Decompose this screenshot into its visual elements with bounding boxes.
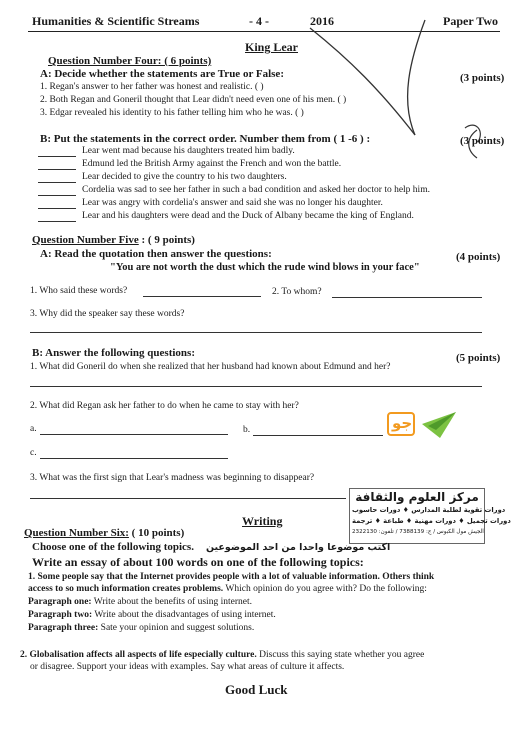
answer-line-q5a-1[interactable]: [143, 296, 261, 297]
q4b-item-1: Lear went mad because his daughters treated him badly.: [82, 146, 295, 156]
q4b-item-3: Lear decided to give the country to his two daughters.: [82, 172, 287, 182]
q5b-question-2: 2. What did Regan ask her father to do when he came to stay with her?: [30, 401, 299, 411]
option-a-label: a.: [30, 424, 37, 434]
q5-heading-text: Question Number Five: [32, 234, 139, 246]
paragraph-1: [28, 597, 252, 607]
answer-line-q5b-1[interactable]: [30, 386, 482, 387]
choose-instruction: Choose one of the following topics.: [32, 541, 194, 553]
header-left: Humanities & Scientific Streams: [32, 14, 200, 28]
q4a-item-2: 2. Both Regan and Goneril thought that Lear didn't need even one of his men. ( ): [40, 95, 347, 105]
answer-line-q5a-2[interactable]: [332, 297, 482, 298]
q6-heading-text: Question Number Six:: [24, 527, 129, 539]
q4a-item-3: 3. Edgar revealed his identity to his father telling him who he was. ( ): [40, 108, 304, 118]
order-blank-4[interactable]: [38, 195, 76, 196]
order-blank-3[interactable]: [38, 182, 76, 183]
header-right: Paper Two: [443, 14, 499, 28]
q4b-points: (3 points): [460, 135, 505, 147]
q5-heading: [32, 234, 195, 246]
order-blank-2[interactable]: [38, 169, 76, 170]
header-year: 2016: [310, 14, 334, 28]
q5-heading-points: : ( 9 points): [141, 234, 195, 246]
topic-2-question: Discuss this saying state whether you agree: [256, 650, 425, 660]
q5b-points: (5 points): [456, 352, 501, 364]
topic-2-text: 2. Globalisation affects all aspects of life especially culture.: [20, 650, 257, 660]
paragraph-3: [28, 623, 254, 633]
topic-1-line-1: 1. Some people say that the Internet provides people with a lot of valuable information. Others think: [28, 572, 435, 582]
answer-line-q5b-3[interactable]: [30, 498, 346, 499]
topic-2-line-2: or disagree. Support your ideas with examples. Say what areas of culture it affects.: [30, 662, 345, 672]
q4-heading: Question Number Four: ( 6 points): [48, 55, 212, 67]
choose-instruction-arabic: اكتب موضوعا واحدا من احد الموضوعين: [206, 542, 391, 553]
logo-text: جو: [392, 414, 413, 432]
order-blank-5[interactable]: [38, 208, 76, 209]
order-blank-6[interactable]: [38, 221, 76, 222]
q5a-question-3: 3. Why did the speaker say these words?: [30, 309, 185, 319]
q6-heading-points: ( 10 points): [131, 527, 185, 539]
option-c-label: c.: [30, 448, 37, 458]
q5a-question-2: 2. To whom?: [272, 287, 322, 297]
q4b-item-6: Lear and his daughters were dead and the Duck of Albany became the king of England.: [82, 211, 414, 221]
topic-1-question: Which opinion do you agree with? Do the following:: [223, 584, 427, 594]
footer-good-luck: Good Luck: [225, 682, 288, 697]
q4b-item-4: Cordelia was sad to see her father in such a bad condition and asked her doctor to help him.: [82, 185, 430, 195]
q4b-instruction: B: Put the statements in the correct order. Number them from ( 1 -6 ) :: [40, 133, 371, 145]
q5b-question-1: 1. What did Goneril do when she realized that her husband had known about Edmund and her?: [30, 362, 391, 372]
stamp-line-2: دورات تجميل ♦ دورات مهنية ♦ طباعة ♦ ترجمة: [352, 517, 511, 525]
paragraph-2-text: Write about the disadvantages of using internet.: [92, 610, 276, 620]
order-blank-1[interactable]: [38, 156, 76, 157]
q5-quotation: "You are not worth the dust which the rude wind blows in your face": [110, 262, 420, 273]
paragraph-2-label: Paragraph two:: [28, 610, 93, 620]
q4b-item-5: Lear was angry with cordelia's answer and said she was no longer his daughter.: [82, 198, 383, 208]
stamp-title: مركز العلوم والثقافة: [355, 490, 479, 504]
q5a-instruction: A: Read the quotation then answer the questions:: [40, 248, 272, 260]
q4a-instruction: A: Decide whether the statements are True or False:: [40, 68, 284, 80]
stamp-line-3: الجيش مول الكبوس / ج: 7388139 / تلفون: 2322130: [352, 529, 484, 535]
answer-line-q5a-3[interactable]: [30, 332, 482, 333]
answer-line-q5b-2c[interactable]: [40, 458, 228, 459]
document-title: King Lear: [245, 40, 298, 54]
answer-line-q5b-2a[interactable]: [40, 434, 228, 435]
page-number: - 4 -: [249, 14, 269, 28]
q4a-points: (3 points): [460, 72, 505, 84]
paragraph-3-label: Paragraph three:: [28, 623, 99, 633]
paragraph-2: [28, 610, 276, 620]
topic-1-text: access to so much information creates problems.: [28, 584, 224, 594]
writing-title: Writing: [242, 514, 283, 528]
stamp-line-1: دورات تقوية لطلبة المدارس ♦ دورات حاسوب: [352, 506, 506, 514]
paragraph-1-label: Paragraph one:: [28, 597, 92, 607]
q6-heading: [24, 527, 184, 539]
q5a-question-1: 1. Who said these words?: [30, 286, 128, 296]
topic-1-line-2: [28, 584, 427, 594]
center-stamp: [349, 488, 511, 544]
topic-2-line-1: [20, 650, 424, 660]
q5b-question-3: 3. What was the first sign that Lear's madness was beginning to disappear?: [30, 473, 315, 483]
paragraph-3-text: Sate your opinion and suggest solutions.: [98, 623, 255, 633]
q4a-item-1: 1. Regan's answer to her father was honest and realistic. ( ): [40, 82, 264, 92]
paragraph-1-text: Write about the benefits of using internet.: [91, 597, 252, 607]
q5b-instruction: B: Answer the following questions:: [32, 347, 195, 359]
answer-line-q5b-2b[interactable]: [253, 435, 383, 436]
q5a-points: (4 points): [456, 251, 501, 263]
option-b-label: b.: [243, 425, 251, 435]
q4b-item-2: Edmund led the British Army against the French and won the battle.: [82, 159, 342, 169]
essay-instruction: Write an essay of about 100 words on one of the following topics:: [32, 555, 364, 569]
